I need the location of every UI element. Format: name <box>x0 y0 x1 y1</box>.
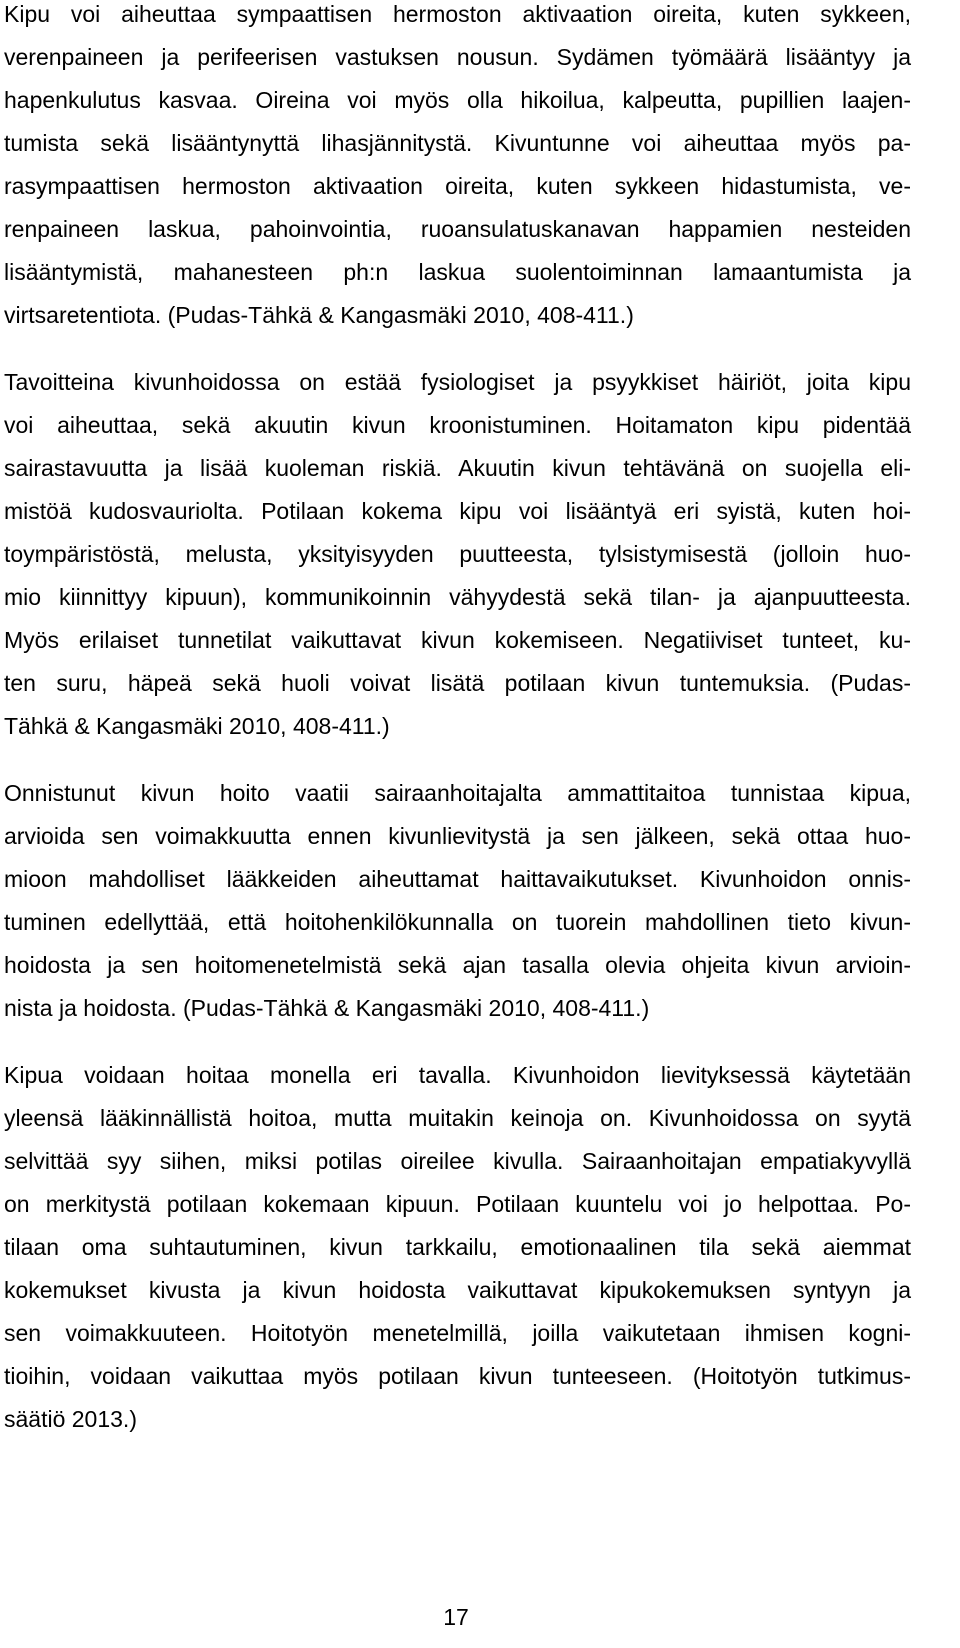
text-line: hoidosta ja sen hoitomenetelmistä sekä ajan tasalla olevia ohjeita kivun arvioin- <box>4 952 911 978</box>
text-line: toympäristöstä, melusta, yksityisyyden puutteesta, tylsistymisestä (jolloin huo- <box>4 541 911 567</box>
text-line: Tähkä & Kangasmäki 2010, 408-411.) <box>4 713 390 739</box>
text-line: tioihin, voidaan vaikuttaa myös potilaan kivun tunteeseen. (Hoitotyön tutkimus- <box>4 1363 911 1389</box>
text-line: sairastavuutta ja lisää kuoleman riskiä. Akuutin kivun tehtävänä on suojella eli- <box>4 455 911 481</box>
text-line: yleensä lääkinnällistä hoitoa, mutta muitakin keinoja on. Kivunhoidossa on syytä <box>4 1105 911 1131</box>
text-line: voi aiheuttaa, sekä akuutin kivun kroonistuminen. Hoitamaton kipu pidentää <box>4 412 911 438</box>
text-line: rasympaattisen hermoston aktivaation oireita, kuten sykkeen hidastumista, ve- <box>4 173 911 199</box>
text-line: Tavoitteina kivunhoidossa on estää fysiologiset ja psyykkiset häiriöt, joita kipu <box>4 369 911 395</box>
text-line: Kipua voidaan hoitaa monella eri tavalla. Kivunhoidon lievityksessä käytetään <box>4 1062 911 1088</box>
text-line: tuminen edellyttää, että hoitohenkilökunnalla on tuorein mahdollinen tieto kivun- <box>4 909 911 935</box>
text-line: renpaineen laskua, pahoinvointia, ruoansulatuskanavan happamien nesteiden <box>4 216 911 242</box>
text-line: sen voimakkuuteen. Hoitotyön menetelmillä, joilla vaikutetaan ihmisen kogni- <box>4 1320 911 1346</box>
text-line: verenpaineen ja perifeerisen vastuksen nousun. Sydämen työmäärä lisääntyy ja <box>4 44 911 70</box>
text-line: Onnistunut kivun hoito vaatii sairaanhoitajalta ammattitaitoa tunnistaa kipua, <box>4 780 911 806</box>
text-line: arvioida sen voimakkuutta ennen kivunlievitystä ja sen jälkeen, sekä ottaa huo- <box>4 823 911 849</box>
text-line: säätiö 2013.) <box>4 1406 137 1432</box>
text-line: selvittää syy siihen, miksi potilas oireilee kivulla. Sairaanhoitajan empatiakyvyllä <box>4 1148 911 1174</box>
text-line: tumista sekä lisääntynyttä lihasjännitystä. Kivuntunne voi aiheuttaa myös pa- <box>4 130 911 156</box>
text-line: hapenkulutus kasvaa. Oireina voi myös olla hikoilua, kalpeutta, pupillien laajen- <box>4 87 911 113</box>
text-line: kokemukset kivusta ja kivun hoidosta vaikuttavat kipukokemuksen syntyyn ja <box>4 1277 911 1303</box>
page-number: 17 <box>443 1604 469 1630</box>
text-line: Kipu voi aiheuttaa sympaattisen hermoston aktivaation oireita, kuten sykkeen, <box>4 1 911 27</box>
text-line: mistöä kudosvauriolta. Potilaan kokema kipu voi lisääntyä eri syistä, kuten hoi- <box>4 498 911 524</box>
text-line: mioon mahdolliset lääkkeiden aiheuttamat haittavaikutukset. Kivunhoidon onnis- <box>4 866 911 892</box>
text-line: tilaan oma suhtautuminen, kivun tarkkailu, emotionaalinen tila sekä aiemmat <box>4 1234 911 1260</box>
text-line: ten suru, häpeä sekä huoli voivat lisätä potilaan kivun tuntemuksia. (Pudas- <box>4 670 911 696</box>
text-line: nista ja hoidosta. (Pudas-Tähkä & Kangasmäki 2010, 408-411.) <box>4 995 650 1021</box>
text-line: lisääntymistä, mahanesteen ph:n laskua suolentoiminnan lamaantumista ja <box>4 259 911 285</box>
text-line: virtsaretentiota. (Pudas-Tähkä & Kangasmäki 2010, 408-411.) <box>4 302 634 328</box>
text-line: on merkitystä potilaan kokemaan kipuun. Potilaan kuuntelu voi jo helpottaa. Po- <box>4 1191 911 1217</box>
text-line: mio kiinnittyy kipuun), kommunikoinnin vähyydestä sekä tilan- ja ajanpuutteesta. <box>4 584 911 610</box>
text-line: Myös erilaiset tunnetilat vaikuttavat kivun kokemiseen. Negatiiviset tunteet, ku- <box>4 627 911 653</box>
